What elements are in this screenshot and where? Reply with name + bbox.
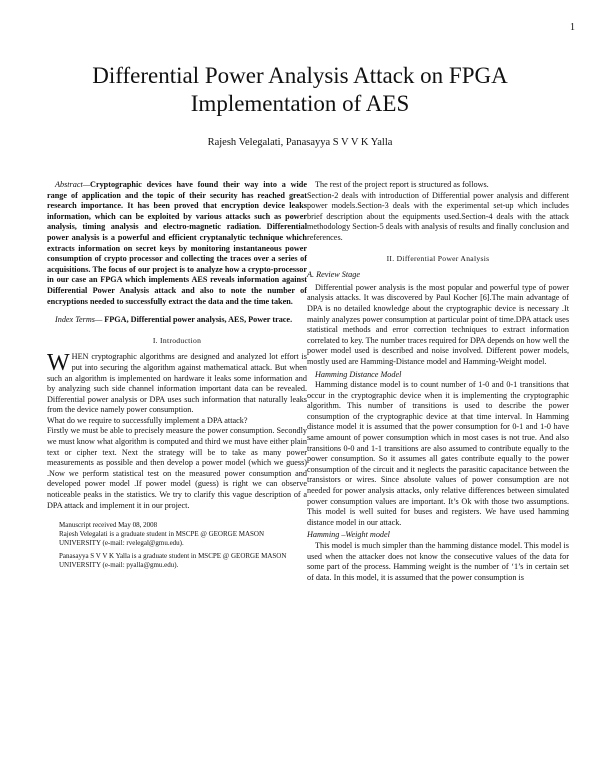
hamming-weight-heading: Hamming –Weight model	[307, 530, 390, 540]
drop-cap: W	[47, 350, 70, 377]
section-heading-dpa: II. Differential Power Analysis	[386, 253, 490, 263]
footnote-author-2: Panasayya S V V K Yalla is a graduate student in MSCPE @ GEORGE MASON UNIVERSITY (e-mail: pyalla@gmu.edu).	[59, 552, 287, 570]
right-column	[307, 180, 569, 583]
index-terms-text: FPGA, Differential power analysis, AES, Power trace.	[102, 315, 293, 325]
structure-description: Section-2 deals with introduction of Differential power analysis and different power models.Section-3 deals with the experimental set-up which includes brief description about the equipments used.Section-4 deals with the attack methodology Section-5 deals with analysis of results and finally conclusion and references.	[307, 190, 569, 242]
page-number: 1	[570, 22, 575, 33]
index-terms-label: Index Terms—	[55, 315, 103, 325]
intro-paragraph-1: WHEN cryptographic algorithms are designed and analyzed lot effort is put into securing the algorithm against mathematical attack. But when such an algorithm is implemented on hardware it leaks some information and by analyzing such side channel information important data can be revealed. Differential power analysis or DPA uses such information that naturally leaks from the device namely power consumption.	[47, 350, 307, 415]
hamming-distance-text: Hamming distance model is to count number of 1-0 and 0-1 transitions that occur in the cryptographic device when it is implementing the cryptographic algorithm. This number of transitions is used to describe the power consumption of the cryptographic device at that time interval. In Hamming distance model it is assumed that the power consumption for 0-1 and 1-0 have same amount of power consumption which in most cases is not true. And also transitions 0-0 and 1-1 transitions are also assumed to contribute equally to the power consumption. So it assumes all gates contribute equally to the power consumption of the circuit and it neglects the parasitic capacitance between the transistors or wires. Since absolute values of power consumption are not needed for power analysis attacks, only relative differences between simulated power consumption values are important. It’s Ok with those two assumptions. This model is well suited for buses and registers. We have used hamming distance model in our attack.	[307, 380, 569, 527]
structure-intro: The rest of the project report is structured as follows.	[315, 180, 489, 189]
intro-paragraph-2: What do we require to successfully implement a DPA attack?	[47, 415, 248, 425]
dpa-paragraph: Differential power analysis is the most popular and powerful type of power analysis attacks. It was discovered by Paul Kocher [6].The main advantage of DPA is no detailed knowledge about the cryptographic device is necessary .It mainly analyzes power consumption at particular point of time.DPA attack uses statistical methods and error correction techniques to extract information correlated to key. The number traces required for DPA depends on how well the power model used is described and noise involved. Different power models, mostly used are Hamming-Distance model and Hamming-Weight model.	[307, 282, 569, 366]
authors: Rajesh Velegalati, Panasayya S V V K Yalla	[207, 137, 393, 148]
title-line-1: Differential Power Analysis Attack on FPGA	[92, 63, 508, 88]
left-column	[47, 180, 307, 570]
subsection-review-stage: A. Review Stage	[307, 270, 360, 280]
section-heading-introduction: I. Introduction	[152, 335, 202, 345]
abstract-text: Cryptographic devices have found their way into a wide range of application and the topic of their security has reached great research importance. It has been proved that encryption device leaks information, which can be exploited by various attacks such as power analysis, timing analysis and electro-magnetic radiation. Differential power analysis is a powerful and efficient cryptanalytic technique which extracts information on secret keys by monitoring instantaneous power consumption of crypto processor and collecting the traces over a series of acquisitions. The focus of our project is to analyze how a crypto-processor in our case an FPGA which implements AES reveals information against Differential Power Analysis attack and also to note the number of encryptions needed to successfully extract the data and the time taken.	[47, 180, 307, 306]
intro-paragraph-3: Firstly we must be able to precisely measure the power consumption. Secondly we must know what algorithm is computed and third we must have either plain text or cipher text. Next the strategy will be to take as many power measurements as possible and then develop a power model (which we guess) .Now we perform statistical test on the measured power consumption and developed power model .If power model (guess) is right we can observe noticeable peaks in the statistics. We try to clarify this vague description of a DPA attack and implement it in our project.	[47, 426, 307, 510]
footnote-received: Manuscript received May 08, 2008 Rajesh Velegalati is a graduate student in MSCPE @ GEORGE MASON UNIVERSITY (e-mail: rvelegal@gmu.edu).	[59, 521, 265, 548]
hamming-weight-text: This model is much simpler than the hamming distance model. This model is used when the attacker does not know the consecutive values of the data for some part of the process. Hamming weight is the number of ‘1’s in certain set of data. In this model, it is assumed that the power consumption is	[307, 541, 569, 582]
title-line-2: Implementation of AES	[190, 91, 410, 116]
paper-title	[0, 62, 600, 118]
abstract	[47, 180, 307, 307]
abstract-label: Abstract—	[55, 180, 91, 189]
index-terms	[47, 315, 307, 326]
hamming-distance-heading: Hamming Distance Model	[315, 369, 402, 379]
